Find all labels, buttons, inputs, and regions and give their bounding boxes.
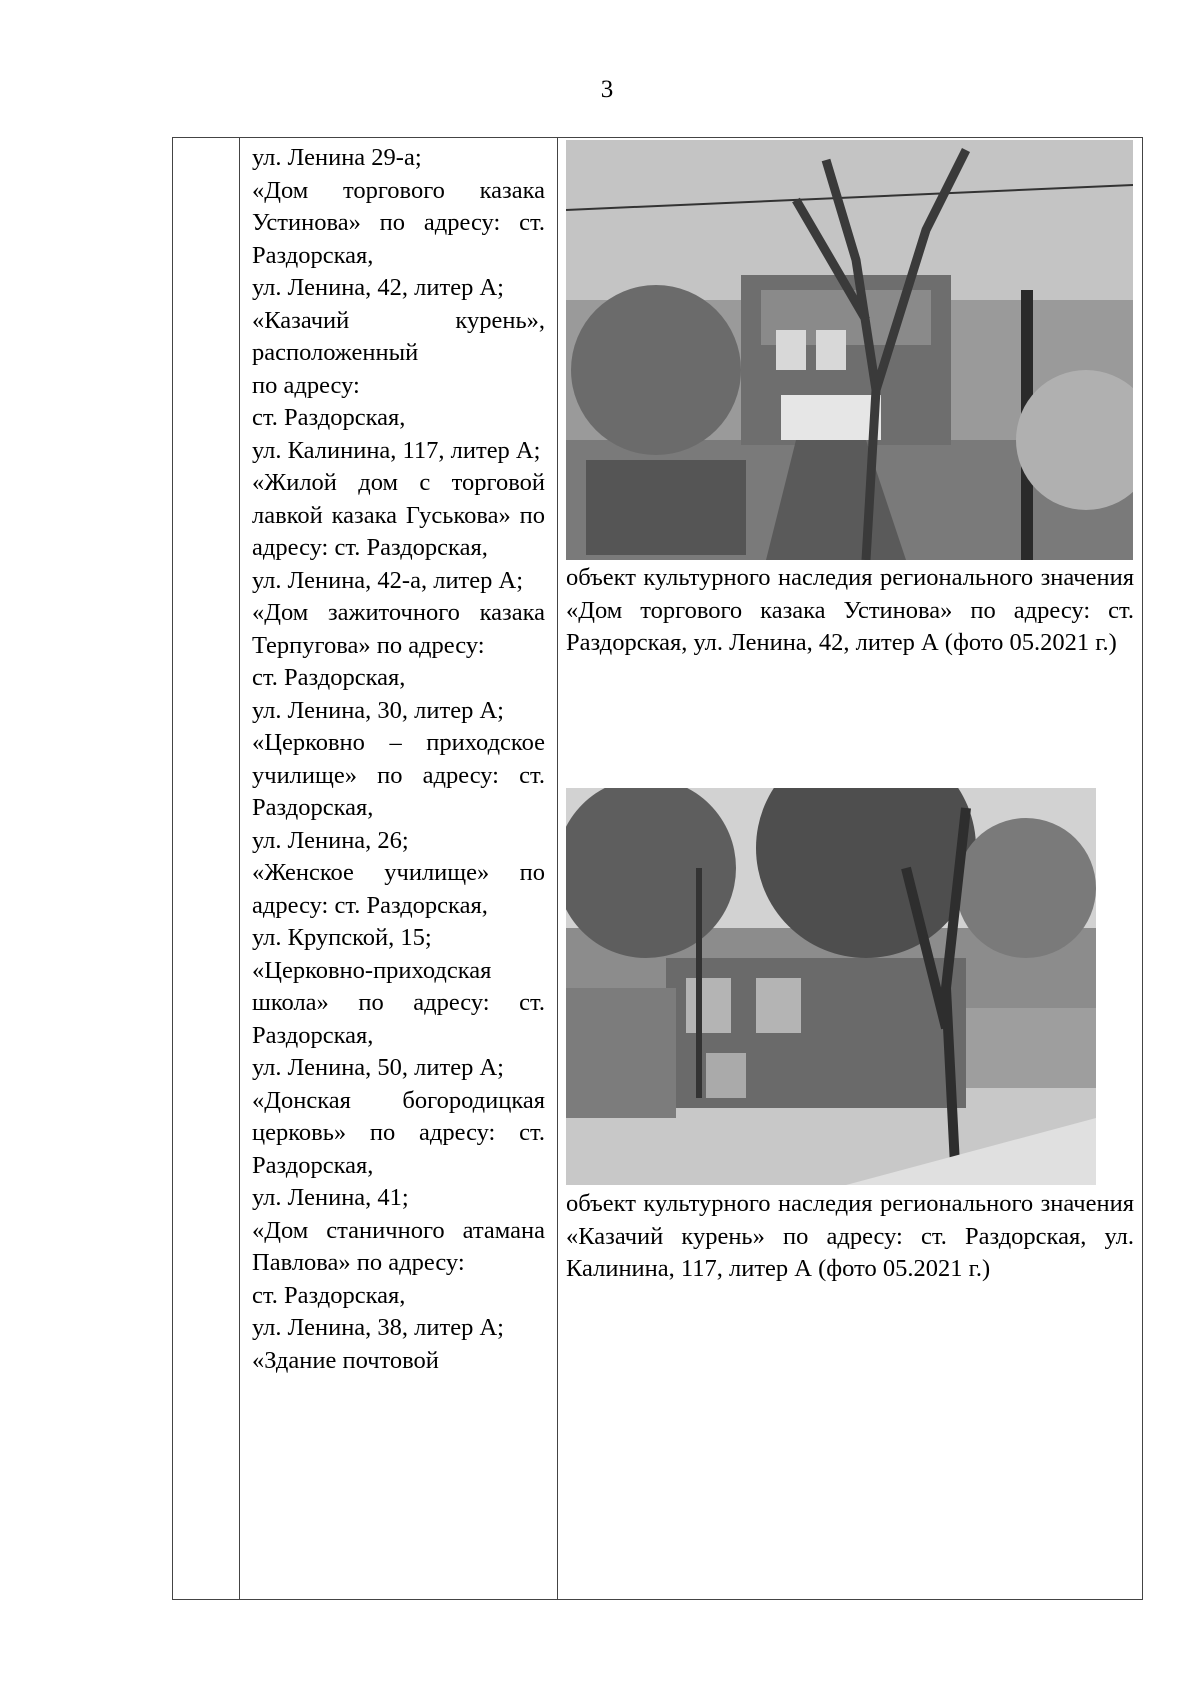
list-line: «Женское училище» по адресу: ст. Раздорская, — [252, 859, 545, 919]
photo-ustinov-house — [566, 140, 1133, 560]
photo-caption: объект культурного наследия регионального значения «Казачий курень» по адресу: ст. Раздорская, ул. Калинина, 117, литер А (фото 05.2021 г.) — [566, 1190, 1134, 1282]
column-divider — [557, 138, 558, 1599]
list-line: ул. Ленина, 30, литер А; — [252, 696, 504, 724]
heritage-table — [172, 137, 1143, 1600]
object-list-cell — [252, 142, 545, 1377]
list-line: по адресу: — [252, 371, 360, 399]
list-line: «Жилой дом с торговой лавкой казака Гуськова» по адресу: ст. Раздорская, — [252, 469, 545, 561]
list-line: «Дом зажиточного казака Терпугова» по адресу: — [252, 599, 545, 659]
list-line: «Церковно – приходское училище» по адресу: ст. Раздорская, — [252, 729, 545, 821]
list-line: ул. Ленина, 50, литер А; — [252, 1054, 504, 1081]
list-line: «Дом торгового казака Устинова» по адресу: ст. Раздорская, — [252, 176, 545, 269]
list-line: ул. Ленина, 41; — [252, 1184, 409, 1211]
column-divider — [239, 138, 240, 1599]
list-line: «Дом станичного атамана Павлова» по адресу: — [252, 1216, 545, 1276]
list-line: ул. Ленина, 38, литер А; — [252, 1314, 504, 1341]
list-line: ул. Ленина 29-а; — [252, 144, 422, 171]
list-line: «Здание почтовой — [252, 1346, 439, 1374]
list-line: ул. Ленина, 26; — [252, 826, 409, 854]
list-line: ул. Крупской, 15; — [252, 924, 432, 951]
list-line: ул. Ленина, 42-а, литер А; — [252, 566, 524, 594]
list-line: «Церковно-приходская школа» по адресу: ст. Раздорская, — [252, 956, 545, 1049]
photo-caption: объект культурного наследия регионального значения «Дом торгового казака Устинова» по адресу: ст. Раздорская, ул. Ленина, 42, литер А (фото 05.2021 г.) — [566, 564, 1134, 656]
list-line: ст. Раздорская, — [252, 664, 406, 691]
list-line: ул. Ленина, 42, литер А; — [252, 274, 504, 301]
list-line: ст. Раздорская, — [252, 404, 406, 431]
list-line: ул. Калинина, 117, литер А; — [252, 436, 541, 464]
list-line: «Донская богородицкая церковь» по адресу: ст. Раздорская, — [252, 1086, 545, 1179]
list-line: ст. Раздорская, — [252, 1281, 406, 1309]
list-line: «Казачий курень», расположенный — [252, 306, 545, 366]
page-number: 3 — [600, 76, 614, 103]
photo-kazachiy-kuren — [566, 788, 1096, 1185]
